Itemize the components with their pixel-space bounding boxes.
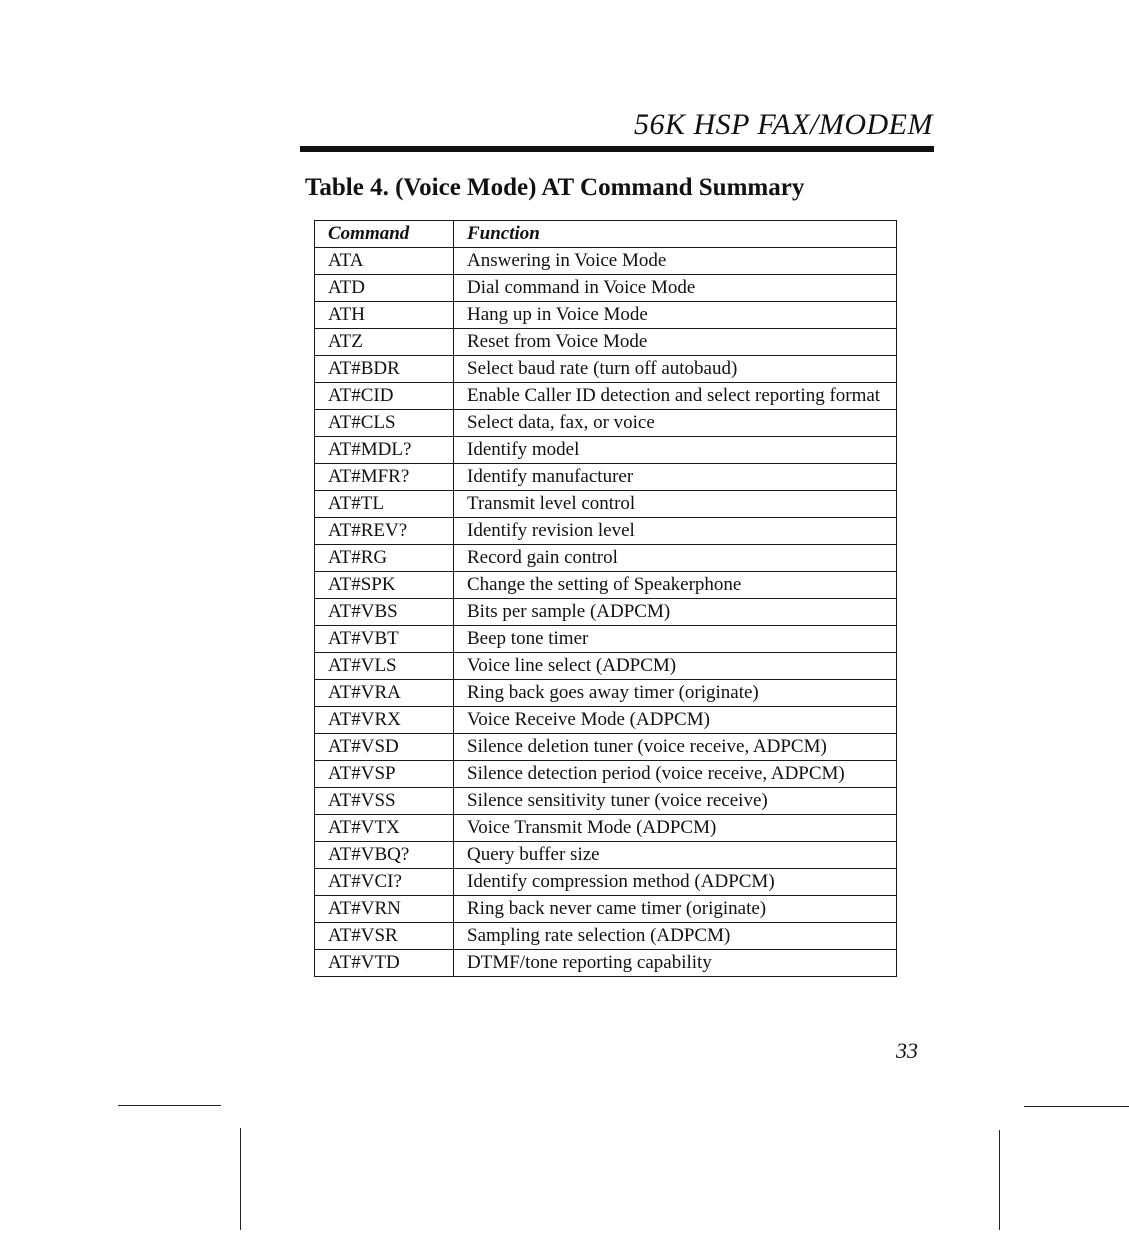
table-row [315, 464, 897, 491]
table-row [315, 302, 897, 329]
function-cell: Sampling rate selection (ADPCM) [454, 923, 897, 950]
table-row [315, 275, 897, 302]
table-row [315, 383, 897, 410]
command-cell: AT#VLS [315, 653, 454, 680]
command-cell: AT#TL [315, 491, 454, 518]
table-row [315, 842, 897, 869]
function-cell: Select data, fax, or voice [454, 410, 897, 437]
command-cell: ATD [315, 275, 454, 302]
table-row [315, 491, 897, 518]
at-command-table [314, 220, 897, 977]
function-cell: Hang up in Voice Mode [454, 302, 897, 329]
table-row [315, 437, 897, 464]
command-cell: AT#MDL? [315, 437, 454, 464]
table-row [315, 761, 897, 788]
command-cell: AT#CLS [315, 410, 454, 437]
table-row [315, 950, 897, 977]
table-row [315, 248, 897, 275]
command-cell: AT#VSR [315, 923, 454, 950]
command-cell: AT#REV? [315, 518, 454, 545]
table-row [315, 356, 897, 383]
column-header-command: Command [315, 221, 454, 248]
function-cell: Reset from Voice Mode [454, 329, 897, 356]
function-cell: Beep tone timer [454, 626, 897, 653]
page-number: 33 [896, 1038, 918, 1063]
command-cell: AT#VBT [315, 626, 454, 653]
running-header-title: 56K HSP FAX/MODEM [633, 108, 933, 141]
function-cell: DTMF/tone reporting capability [454, 950, 897, 977]
table-row [315, 707, 897, 734]
crop-mark [118, 1105, 221, 1106]
command-cell: ATH [315, 302, 454, 329]
table-row [315, 653, 897, 680]
crop-mark [999, 1130, 1000, 1230]
function-cell: Answering in Voice Mode [454, 248, 897, 275]
function-cell: Record gain control [454, 545, 897, 572]
table-row [315, 410, 897, 437]
command-cell: AT#VRX [315, 707, 454, 734]
command-cell: AT#VRN [315, 896, 454, 923]
command-cell: AT#VCI? [315, 869, 454, 896]
function-cell: Voice Transmit Mode (ADPCM) [454, 815, 897, 842]
table-row [315, 626, 897, 653]
command-cell: AT#RG [315, 545, 454, 572]
function-cell: Enable Caller ID detection and select reporting format [454, 383, 897, 410]
function-cell: Silence detection period (voice receive, ADPCM) [454, 761, 897, 788]
table-row [315, 923, 897, 950]
table-row [315, 545, 897, 572]
command-cell: AT#VRA [315, 680, 454, 707]
command-cell: AT#VBS [315, 599, 454, 626]
command-cell: ATZ [315, 329, 454, 356]
table-row [315, 815, 897, 842]
command-cell: AT#SPK [315, 572, 454, 599]
command-cell: AT#BDR [315, 356, 454, 383]
column-header-function: Function [454, 221, 897, 248]
function-cell: Voice line select (ADPCM) [454, 653, 897, 680]
table-row [315, 788, 897, 815]
table-row [315, 869, 897, 896]
command-cell: AT#VSD [315, 734, 454, 761]
command-cell: AT#VSS [315, 788, 454, 815]
table-row [315, 518, 897, 545]
table-row [315, 896, 897, 923]
table-body [315, 248, 897, 977]
function-cell: Silence sensitivity tuner (voice receive) [454, 788, 897, 815]
command-cell: AT#VTD [315, 950, 454, 977]
function-cell: Query buffer size [454, 842, 897, 869]
command-cell: AT#VBQ? [315, 842, 454, 869]
table-row [315, 734, 897, 761]
crop-mark [240, 1128, 241, 1230]
function-cell: Ring back goes away timer (originate) [454, 680, 897, 707]
table-row [315, 599, 897, 626]
table-caption: Table 4. (Voice Mode) AT Command Summary [305, 174, 805, 201]
function-cell: Transmit level control [454, 491, 897, 518]
command-cell: AT#VTX [315, 815, 454, 842]
function-cell: Identify manufacturer [454, 464, 897, 491]
function-cell: Identify model [454, 437, 897, 464]
command-cell: AT#CID [315, 383, 454, 410]
function-cell: Ring back never came timer (originate) [454, 896, 897, 923]
command-cell: ATA [315, 248, 454, 275]
function-cell: Identify revision level [454, 518, 897, 545]
function-cell: Silence deletion tuner (voice receive, ADPCM) [454, 734, 897, 761]
table-header-row [315, 221, 897, 248]
function-cell: Dial command in Voice Mode [454, 275, 897, 302]
function-cell: Voice Receive Mode (ADPCM) [454, 707, 897, 734]
table-row [315, 572, 897, 599]
crop-mark [1024, 1106, 1129, 1107]
table-row [315, 680, 897, 707]
command-cell: AT#VSP [315, 761, 454, 788]
function-cell: Bits per sample (ADPCM) [454, 599, 897, 626]
header-rule [300, 146, 934, 152]
function-cell: Change the setting of Speakerphone [454, 572, 897, 599]
function-cell: Identify compression method (ADPCM) [454, 869, 897, 896]
command-cell: AT#MFR? [315, 464, 454, 491]
table-row [315, 329, 897, 356]
function-cell: Select baud rate (turn off autobaud) [454, 356, 897, 383]
